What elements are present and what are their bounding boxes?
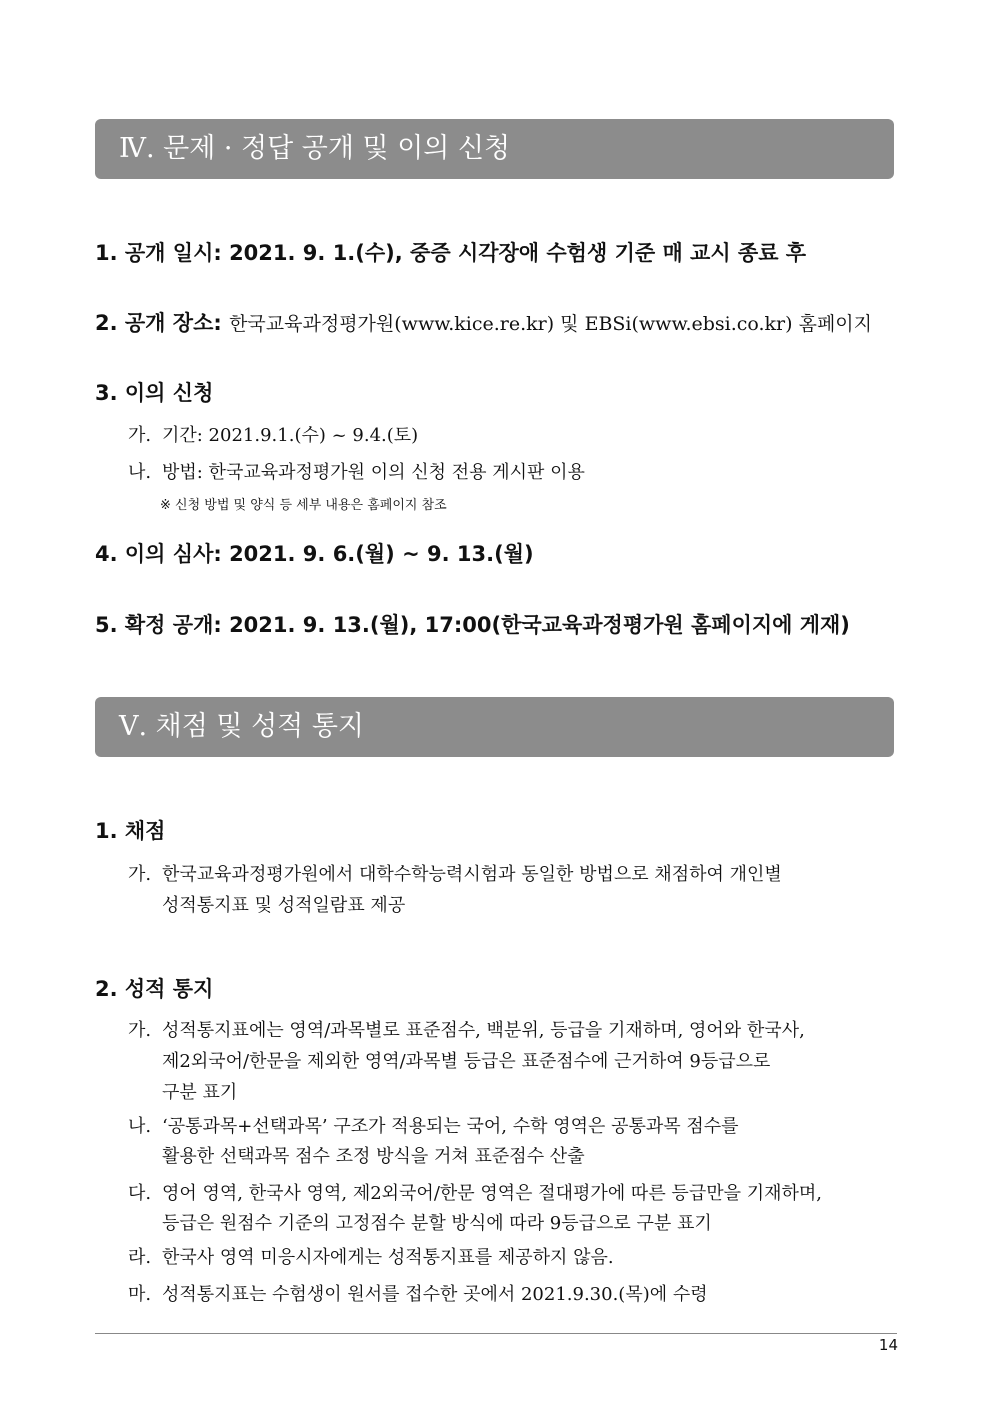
section-4-banner bbox=[95, 119, 894, 179]
item-2-value: 한국교육과정평가원(www.kice.re.kr) 및 EBSi(www.ebsi.co.kr) 홈페이지 bbox=[229, 313, 873, 335]
item-1-release-time: 1. 공개 일시: 2021. 9. 1.(수), 중증 시각장애 수험생 기준 매 교시 종료 후 bbox=[95, 241, 807, 265]
item-3b-text: 방법: 한국교육과정평가원 이의 신청 전용 게시판 이용 bbox=[162, 462, 585, 483]
item-3a-text: 기간: 2021.9.1.(수) ~ 9.4.(토) bbox=[162, 425, 419, 446]
marker: 가. bbox=[128, 425, 152, 446]
report-e-line1: 성적통지표는 수험생이 원서를 접수한 곳에서 2021.9.30.(목)에 수령 bbox=[162, 1284, 708, 1305]
marker: 마. bbox=[128, 1284, 152, 1305]
scoring-a-line2: 성적통지표 및 성적일람표 제공 bbox=[162, 895, 406, 916]
item-5-final-release: 5. 확정 공개: 2021. 9. 13.(월), 17:00(한국교육과정평가원 홈페이지에 게재) bbox=[95, 613, 850, 637]
marker: 나. bbox=[128, 462, 152, 483]
report-a-line1: 성적통지표에는 영역/과목별로 표준점수, 백분위, 등급을 기재하며, 영어와 한국사, bbox=[162, 1020, 805, 1041]
page-number: 14 bbox=[878, 1336, 898, 1354]
marker: 가. bbox=[128, 1020, 152, 1041]
footer-rule bbox=[95, 1333, 897, 1334]
marker: 라. bbox=[128, 1247, 152, 1268]
section-4-title: Ⅳ. 문제 · 정답 공개 및 이의 신청 bbox=[119, 133, 511, 164]
item-3-objection: 3. 이의 신청 bbox=[95, 381, 214, 405]
item-2-label: 2. 공개 장소: bbox=[95, 311, 222, 335]
report-d-line1: 한국사 영역 미응시자에게는 성적통지표를 제공하지 않음. bbox=[162, 1247, 614, 1268]
report-item-a bbox=[128, 1015, 898, 1046]
item-3-note: ※ 신청 방법 및 양식 등 세부 내용은 홈페이지 참조 bbox=[160, 498, 447, 513]
report-b-line1: ‘공통과목+선택과목’ 구조가 적용되는 국어, 수학 영역은 공통과목 점수를 bbox=[162, 1116, 739, 1137]
scoring-a-line1: 한국교육과정평가원에서 대학수학능력시험과 동일한 방법으로 채점하여 개인별 bbox=[162, 864, 782, 885]
section-5-title: Ⅴ. 채점 및 성적 통지 bbox=[119, 711, 364, 742]
report-item-d bbox=[128, 1242, 898, 1273]
item-4-review: 4. 이의 심사: 2021. 9. 6.(월) ~ 9. 13.(월) bbox=[95, 542, 534, 566]
report-b-line2: 활용한 선택과목 점수 조정 방식을 거쳐 표준점수 산출 bbox=[162, 1146, 585, 1167]
item-2-release-place bbox=[95, 309, 872, 338]
marker: 나. bbox=[128, 1116, 152, 1137]
scoring-item-a bbox=[128, 859, 898, 890]
report-heading: 2. 성적 통지 bbox=[95, 977, 214, 1001]
report-item-c bbox=[128, 1178, 898, 1209]
report-a-line3: 구분 표기 bbox=[162, 1082, 238, 1103]
section-5-banner bbox=[95, 697, 894, 757]
item-3a-period bbox=[128, 420, 898, 451]
item-3b-method bbox=[128, 457, 898, 488]
report-a-line2: 제2외국어/한문을 제외한 영역/과목별 등급은 표준점수에 근거하여 9등급으로 bbox=[162, 1051, 771, 1072]
report-item-e bbox=[128, 1279, 898, 1310]
report-c-line1: 영어 영역, 한국사 영역, 제2외국어/한문 영역은 절대평가에 따른 등급만을 기재하며, bbox=[162, 1183, 822, 1204]
marker: 다. bbox=[128, 1183, 152, 1204]
marker: 가. bbox=[128, 864, 152, 885]
scoring-heading: 1. 채점 bbox=[95, 819, 166, 843]
report-item-b bbox=[128, 1111, 898, 1142]
report-c-line2: 등급은 원점수 기준의 고정점수 분할 방식에 따라 9등급으로 구분 표기 bbox=[162, 1213, 712, 1234]
